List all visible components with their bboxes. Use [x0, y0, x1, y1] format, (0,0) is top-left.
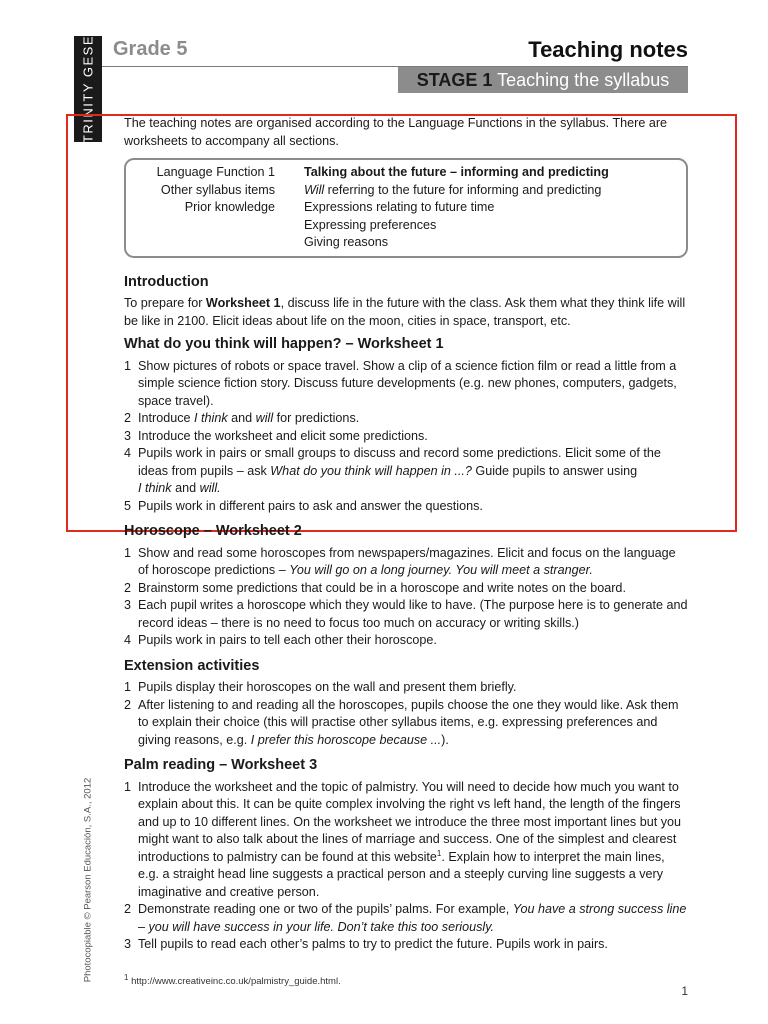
list-item: [124, 632, 688, 650]
list-item: [124, 779, 688, 902]
item-text: Show and read some horoscopes from newspapers/magazines. Elicit and focus on the language of horoscope predictions –: [138, 545, 676, 577]
item-number: 3: [124, 428, 132, 443]
item-text: Guide pupils to answer using: [471, 463, 638, 478]
worksheet3-heading: Palm reading – Worksheet 3: [124, 757, 318, 773]
list-item: [124, 445, 688, 498]
intro-paragraph: The teaching notes are organised according to the Language Functions in the syllabus. There are worksheets to accompany all sections.: [124, 116, 668, 148]
worksheet3-list: [124, 779, 688, 954]
item-italic: You have a strong success line – you will have success in your life. Don’t take this too seriously.: [138, 902, 687, 934]
introduction-paragraph: [124, 295, 688, 330]
item-text: and: [227, 411, 256, 425]
item-number: 2: [124, 411, 132, 425]
item-number: 1: [124, 545, 132, 560]
worksheet1-list: [124, 358, 688, 516]
item-number: 1: [124, 680, 132, 694]
grade-label: Grade 5: [113, 38, 188, 60]
lf-value-text: referring to the future for informing and predicting: [324, 182, 602, 197]
item-number: 2: [124, 580, 132, 595]
page-number: 1: [681, 984, 688, 998]
item-text: Demonstrate reading one or two of the pupils’ palms. For example,: [138, 902, 513, 916]
item-text: After listening to and reading all the horoscopes, pupils choose the one they would like. Ask them to explain their choice (this will practise other syllabus items, e.g. expressing preferences and giving reasons, e.g.: [138, 697, 679, 747]
item-text: Brainstorm some predictions that could be in a horoscope and write notes on the board.: [138, 580, 626, 595]
extension-list: [124, 679, 688, 749]
lf-row-syllabus: [126, 182, 686, 200]
worksheet2-heading: Horoscope – Worksheet 2: [124, 523, 302, 539]
lf-value: Expressions relating to future time: [304, 200, 495, 214]
lf-value: Expressing preferences: [304, 217, 437, 232]
text: , discuss life in the future with the class. Ask them what they think life will be like in 2100. Elicit ideas about life on the moon, cities in space, transport, etc.: [124, 296, 686, 328]
page-title: Teaching notes: [528, 37, 688, 62]
lf-row-prior: [126, 199, 686, 252]
footnote: [124, 972, 341, 987]
lf-label: Other syllabus items: [160, 182, 275, 197]
lf-value-list: [304, 199, 686, 252]
stage-subtitle: Teaching the syllabus: [497, 70, 670, 90]
item-text: Introduce the worksheet and elicit some predictions.: [138, 428, 428, 443]
item-text: Pupils display their horoscopes on the wall and present them briefly.: [138, 680, 517, 694]
lf-label: Prior knowledge: [184, 200, 275, 214]
list-item: [124, 498, 688, 516]
footnote-ref: 1: [436, 848, 442, 858]
item-italic: I prefer this horoscope because ...: [250, 732, 442, 747]
lf-label: Language Function 1: [156, 165, 275, 179]
item-italic: What do you think will happen in ...?: [270, 463, 472, 478]
item-number: 5: [124, 498, 132, 513]
list-item: [124, 545, 688, 580]
item-number: 2: [124, 902, 132, 916]
list-item: [124, 410, 688, 428]
item-number: 2: [124, 697, 132, 712]
item-text: Pupils work in pairs to tell each other their horoscope.: [138, 633, 437, 647]
list-item: [124, 697, 688, 750]
list-item: [124, 358, 688, 411]
item-text: . Explain how to interpret the main lines, e.g. a straight head line suggests a practical person and a steeply curving line suggests a very imaginative and creative person.: [138, 849, 665, 899]
copyright-text: Photocopiable © Pearson Educación, S.A., 2012: [82, 777, 94, 983]
footnote-url: http://www.creativeinc.co.uk/palmistry_guide.html.: [131, 976, 341, 987]
list-item: [124, 936, 688, 954]
item-number: 3: [124, 937, 132, 951]
list-item: [124, 597, 688, 632]
item-italic: I think: [194, 411, 228, 425]
bold-text: Worksheet 1: [205, 296, 281, 310]
footnote-marker: 1: [124, 972, 129, 982]
lf-row-function: [126, 164, 686, 182]
list-item: [124, 580, 688, 598]
list-item: [124, 901, 688, 936]
side-tab-label: TRINITY GESE: [80, 34, 96, 144]
worksheet2-list: [124, 545, 688, 650]
stage-label: STAGE 1: [416, 70, 493, 90]
item-number: 3: [124, 598, 132, 612]
item-text: for predictions.: [273, 411, 360, 425]
item-text: Pupils work in pairs or small groups to discuss and record some predictions. Elicit some of the ideas from pupils – ask: [138, 446, 661, 478]
list-item: [124, 679, 688, 697]
list-item: [124, 428, 688, 446]
item-italic: I think: [138, 481, 172, 495]
worksheet1-heading: What do you think will happen? – Worksheet 1: [124, 336, 444, 352]
item-text: Introduce: [138, 411, 195, 425]
item-number: 4: [124, 446, 132, 460]
lf-value: Giving reasons: [304, 235, 388, 249]
item-text: Introduce the worksheet and the topic of palmistry. You will need to decide how much you want to explain about this. It can be quite complex involving the right vs left hand, the length of the fingers and up to 10 different lines. On the worksheet we introduce the three most important lines but you might want to also talk about the lines of marriage and success. One of the simplest and clearest introductions to palmistry can be found at this website: [138, 779, 682, 864]
lf-value: Talking about the future – informing and predicting: [304, 165, 609, 179]
extension-heading: Extension activities: [124, 657, 260, 674]
item-number: 4: [124, 633, 132, 647]
lf-value-italic: Will: [304, 182, 325, 197]
item-text: Tell pupils to read each other’s palms to try to predict the future. Pupils work in pairs.: [138, 937, 608, 951]
item-number: 1: [124, 779, 132, 794]
introduction-heading: Introduction: [124, 273, 209, 290]
main-content: [124, 114, 688, 954]
language-function-box: [124, 158, 688, 258]
item-text: and: [171, 481, 200, 495]
item-text: ).: [441, 732, 449, 747]
lf-value: [304, 182, 686, 200]
item-italic: will: [255, 411, 274, 425]
item-italic: You will go on a long journey. You will meet a stranger.: [289, 563, 593, 577]
item-number: 1: [124, 358, 132, 373]
item-text: Show pictures of robots or space travel. Show a clip of a science fiction film or read a little from a simple science fiction story. Discuss future developments (e.g. new phones, computers, gadgets, space travel).: [138, 358, 677, 408]
item-text: Pupils work in different pairs to ask and answer the questions.: [138, 498, 483, 513]
item-italic: will.: [199, 481, 221, 495]
text: To prepare for: [124, 296, 206, 310]
stage-banner: [398, 67, 688, 93]
item-text: Each pupil writes a horoscope which they would like to have. (The purpose here is to generate and record ideas – there is no need to focus too much on accuracy or writing skills.): [138, 598, 688, 630]
